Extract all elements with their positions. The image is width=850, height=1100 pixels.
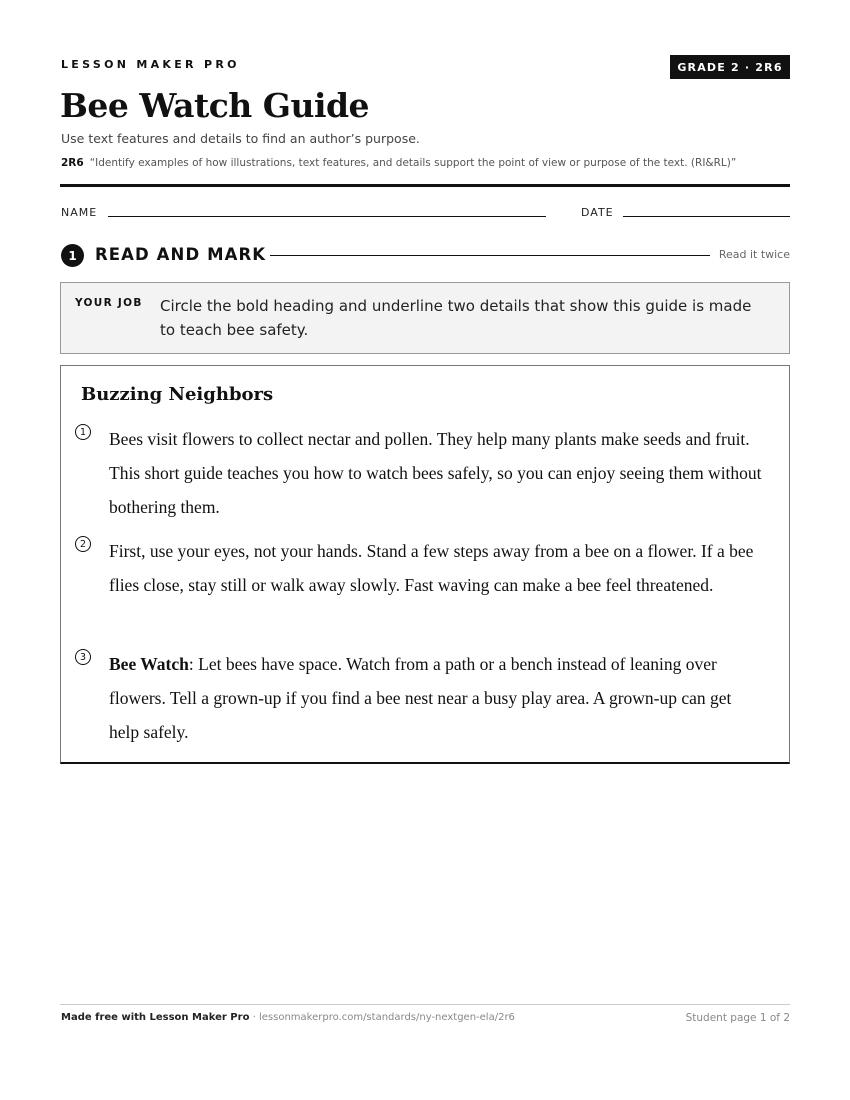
header-divider — [60, 184, 790, 187]
date-label: DATE — [581, 206, 614, 219]
passage-box — [60, 365, 790, 764]
paragraph-text-3 — [109, 647, 764, 749]
date-field[interactable] — [623, 216, 790, 217]
section-note: Read it twice — [718, 248, 790, 261]
passage-title: Buzzing Neighbors — [81, 384, 274, 405]
section-title: READ AND MARK — [95, 245, 267, 264]
paragraph-number-3: 3 — [75, 649, 91, 665]
paragraph-text-1: Bees visit flowers to collect nectar and pollen. They help many plants make seeds and fruit. This short guide teaches you how to watch bees safely, so you can enjoy seeing them without bothering them. — [109, 429, 762, 517]
section-number-badge: 1 — [61, 244, 84, 267]
your-job-label: YOUR JOB — [75, 297, 143, 309]
standard-code: 2R6 — [61, 157, 84, 169]
standard-text: “Identify examples of how illustrations, text features, and details support the point of view or purpose of the text. (RI&RL)” — [89, 157, 737, 169]
standard-line — [61, 157, 736, 169]
paragraph-number-2: 2 — [75, 536, 91, 552]
bold-heading-bee-watch: Bee Watch — [109, 654, 189, 674]
your-job-box — [60, 282, 790, 354]
footer-divider — [60, 1004, 790, 1005]
footer-page-number: Student page 1 of 2 — [685, 1012, 790, 1024]
footer-url: · lessonmakerpro.com/standards/ny-nextgen-ela/2r6 — [249, 1012, 515, 1023]
name-field[interactable] — [108, 216, 546, 217]
paragraph-text-3-body: : Let bees have space. Watch from a path or a bench instead of leaning over flowers. Tell a grown-up if you find a bee nest near a busy play area. A grown-up can get help safely. — [109, 654, 732, 742]
footer-credit — [61, 1012, 515, 1023]
page-title: Bee Watch Guide — [60, 86, 370, 125]
section-divider — [270, 255, 710, 256]
grade-badge: GRADE 2 · 2R6 — [670, 55, 790, 79]
your-job-text: Circle the bold heading and underline two details that show this guide is made to teach bee safety. — [160, 297, 752, 339]
brand-label: LESSON MAKER PRO — [61, 58, 240, 71]
paragraph-text-2: First, use your eyes, not your hands. Stand a few steps away from a bee on a flower. If a bee flies close, stay still or walk away slowly. Fast waving can make a bee feel threatened. — [109, 541, 754, 595]
paragraph-number-1: 1 — [75, 424, 91, 440]
page-subtitle: Use text features and details to find an author’s purpose. — [61, 131, 420, 146]
name-label: NAME — [61, 206, 98, 219]
footer-made-with: Made free with Lesson Maker Pro — [61, 1012, 250, 1023]
